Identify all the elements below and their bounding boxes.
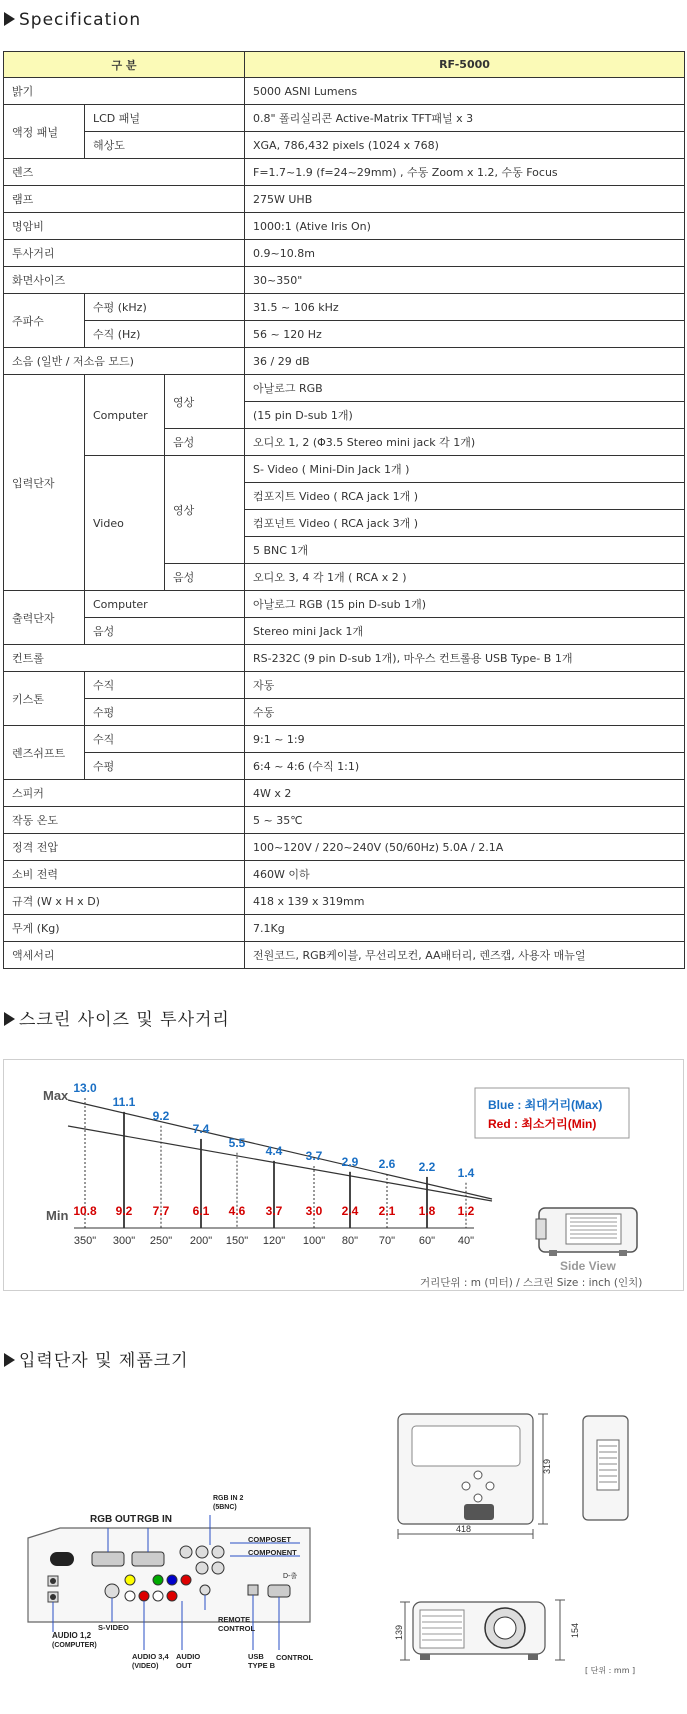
usb2-label: TYPE B: [248, 1661, 276, 1670]
table-row: [4, 888, 685, 915]
row-value: 오디오 3, 4 각 1개 ( RCA x 2 ): [245, 564, 685, 591]
header-model: RF-5000: [245, 52, 685, 78]
min-distance-label: 1.2: [457, 1204, 475, 1218]
row-value: 7.1Kg: [245, 915, 685, 942]
audio12-sub-label: (COMPUTER): [52, 1642, 97, 1649]
row-value: 36 / 29 dB: [245, 348, 685, 375]
unit-note: 거리단위 : m (미터) / 스크린 Size : inch (인치): [420, 1277, 643, 1289]
io-title-text: 입력단자 및 제품크기: [19, 1351, 189, 1371]
spec-table: [3, 51, 685, 969]
row-sublabel: 영상: [165, 456, 245, 564]
io-and-dimensions: [0, 1400, 687, 1700]
table-row: [4, 375, 685, 402]
screen-size-tick-label: 80": [341, 1235, 359, 1247]
rgb-in-label: RGB IN: [137, 1514, 172, 1525]
row-value: 275W UHB: [245, 186, 685, 213]
row-value: 수동: [245, 699, 685, 726]
max-distance-label: 3.7: [305, 1148, 323, 1163]
row-label: 입력단자: [4, 375, 85, 591]
row-value: (15 pin D-sub 1개): [245, 402, 685, 429]
max-distance-label: 1.4: [457, 1165, 475, 1180]
row-sublabel: 음성: [165, 429, 245, 456]
projector-front-view-icon: [413, 1602, 545, 1660]
row-value: 100~120V / 220~240V (50/60Hz) 5.0A / 2.1A: [245, 834, 685, 861]
row-value: 아날로그 RGB: [245, 375, 685, 402]
row-label: 액정 패널: [4, 105, 85, 159]
io-dimension-svg: [0, 1400, 687, 1700]
max-distance-label: 9.2: [152, 1108, 170, 1123]
row-value: 56 ~ 120 Hz: [245, 321, 685, 348]
row-value: 자동: [245, 672, 685, 699]
min-distance-label: 2.1: [378, 1204, 396, 1218]
row-value: 컴포지트 Video ( RCA jack 1개 ): [245, 483, 685, 510]
table-row: [4, 591, 685, 618]
max-distance-label: 5.5: [228, 1135, 246, 1150]
header-category: 구 분: [4, 52, 245, 78]
screen-size-tick-label: 350": [73, 1235, 97, 1247]
row-value: S- Video ( Mini-Din Jack 1개 ): [245, 456, 685, 483]
row-value: 4W x 2: [245, 780, 685, 807]
spec-section-title: [4, 10, 141, 30]
row-label: 출력단자: [4, 591, 85, 645]
row-label: 컨트롤: [4, 645, 245, 672]
table-row: [4, 132, 685, 159]
row-label: 규격 (W x H x D): [4, 888, 245, 915]
table-row: [4, 159, 685, 186]
min-distance-label: 1.8: [418, 1204, 436, 1218]
row-value: 5000 ASNI Lumens: [245, 78, 685, 105]
row-sublabel: 수평: [85, 699, 245, 726]
triangle-bullet-icon: [4, 1012, 15, 1026]
row-value: RS-232C (9 pin D-sub 1개), 마우스 컨트롤용 USB Type- B 1개: [245, 645, 685, 672]
max-distance-label: 2.9: [341, 1154, 359, 1169]
audio12-label: AUDIO 1,2: [52, 1631, 92, 1640]
screen-section-title: [4, 1005, 230, 1030]
screen-title-text: 스크린 사이즈 및 투사거리: [19, 1010, 230, 1030]
row-label: 소비 전력: [4, 861, 245, 888]
row-label: 정격 전압: [4, 834, 245, 861]
max-distance-label: 2.2: [418, 1159, 436, 1174]
screen-size-tick-label: 40": [457, 1235, 475, 1247]
table-row: [4, 834, 685, 861]
table-row: [4, 267, 685, 294]
row-label: 키스톤: [4, 672, 85, 726]
height-dimension: 139: [394, 1624, 404, 1640]
rgb-in2-sub-label: (5BNC): [213, 1504, 237, 1511]
component-label: COMPONENT: [248, 1548, 297, 1557]
usb-label: USB: [248, 1652, 264, 1661]
row-sublabel: 음성: [165, 564, 245, 591]
throw-distance-chart: [3, 1059, 684, 1291]
row-sublabel: 영상: [165, 375, 245, 429]
row-value: 31.5 ~ 106 kHz: [245, 294, 685, 321]
max-axis-label: Max: [43, 1088, 69, 1103]
table-row: [4, 726, 685, 753]
rgb-out-label: RGB OUT: [90, 1514, 137, 1525]
row-label: 주파수: [4, 294, 85, 348]
table-row: [4, 753, 685, 780]
row-sublabel: Computer: [85, 591, 245, 618]
row-label: 작동 온도: [4, 807, 245, 834]
row-value: XGA, 786,432 pixels (1024 x 768): [245, 132, 685, 159]
row-sublabel: 수직: [85, 672, 245, 699]
table-row: [4, 861, 685, 888]
min-distance-label: 9.2: [115, 1204, 133, 1218]
max-distance-label: 13.0: [73, 1081, 97, 1095]
row-value: 전원코드, RGB케이블, 무선리모컨, AA배터리, 렌즈캡, 사용자 매뉴얼: [245, 942, 685, 969]
row-label: 화면사이즈: [4, 267, 245, 294]
table-row: [4, 915, 685, 942]
svideo-label: S-VIDEO: [98, 1623, 129, 1632]
row-value: 0.9~10.8m: [245, 240, 685, 267]
audio-out2-label: OUT: [176, 1661, 192, 1670]
row-value: 5 ~ 35℃: [245, 807, 685, 834]
min-distance-label: 3.7: [265, 1204, 283, 1218]
min-distance-label: 3.0: [305, 1204, 323, 1218]
min-distance-label: 10.8: [73, 1204, 97, 1218]
table-row: [4, 213, 685, 240]
legend-blue: Blue : 최대거리(Max): [488, 1098, 603, 1112]
screen-size-tick-label: 200": [189, 1235, 213, 1247]
row-value: 오디오 1, 2 (Φ3.5 Stereo mini jack 각 1개): [245, 429, 685, 456]
triangle-bullet-icon: [4, 1353, 15, 1367]
row-value: F=1.7~1.9 (f=24~29mm) , 수동 Zoom x 1.2, 수동 Focus: [245, 159, 685, 186]
table-row: [4, 186, 685, 213]
row-value: 아날로그 RGB (15 pin D-sub 1개): [245, 591, 685, 618]
spec-title-text: Specification: [19, 10, 142, 30]
row-label: 렌즈쉬프트: [4, 726, 85, 780]
composet-label: COMPOSET: [248, 1535, 291, 1544]
remote2-label: CONTROL: [218, 1624, 256, 1633]
table-row: [4, 294, 685, 321]
table-row: [4, 240, 685, 267]
remote-label: REMOTE: [218, 1615, 251, 1624]
row-sublabel: 해상도: [85, 132, 245, 159]
screen-size-tick-label: 250": [149, 1235, 173, 1247]
table-row: [4, 321, 685, 348]
row-label: 무게 (Kg): [4, 915, 245, 942]
min-distance-label: 4.6: [228, 1204, 246, 1218]
depth-dimension: 319: [542, 1458, 552, 1474]
max-distance-label: 4.4: [265, 1143, 283, 1158]
projector-top-view-icon: [398, 1414, 533, 1524]
min-distance-label: 7.7: [152, 1204, 170, 1218]
min-distance-label: 6.1: [192, 1204, 210, 1218]
table-row: [4, 618, 685, 645]
table-row: [4, 348, 685, 375]
table-row: [4, 105, 685, 132]
table-row: [4, 456, 685, 483]
triangle-bullet-icon: [4, 12, 15, 26]
height2-dimension: 154: [570, 1622, 580, 1638]
screen-size-tick-label: 70": [378, 1235, 396, 1247]
screen-size-tick-label: 60": [418, 1235, 436, 1247]
row-label: 렌즈: [4, 159, 245, 186]
table-row: [4, 807, 685, 834]
screen-size-tick-label: 300": [112, 1235, 136, 1247]
table-row: [4, 645, 685, 672]
projector-side-view-icon: [536, 1208, 637, 1256]
row-value: 418 x 139 x 319mm: [245, 888, 685, 915]
control-label: CONTROL: [276, 1653, 314, 1662]
projector-side-profile-icon: [583, 1416, 628, 1520]
legend-red: Red : 최소거리(Min): [488, 1117, 597, 1131]
row-sublabel: LCD 패널: [85, 105, 245, 132]
rgb-in2-label: RGB IN 2: [213, 1495, 244, 1502]
row-sublabel: Computer: [85, 375, 165, 456]
row-value: 30~350": [245, 267, 685, 294]
max-distance-label: 7.4: [192, 1121, 210, 1136]
throw-distance-svg: [4, 1060, 683, 1290]
row-sublabel: Video: [85, 456, 165, 591]
max-distance-label: 2.6: [378, 1157, 396, 1171]
side-view-label: Side View: [560, 1259, 616, 1273]
row-label: 투사거리: [4, 240, 245, 267]
row-value: 컴포넌트 Video ( RCA jack 3개 ): [245, 510, 685, 537]
row-label: 스피커: [4, 780, 245, 807]
row-sublabel: 수직 (Hz): [85, 321, 245, 348]
row-value: 6:4 ~ 4:6 (수직 1:1): [245, 753, 685, 780]
row-value: 5 BNC 1개: [245, 537, 685, 564]
row-value: 9:1 ~ 1:9: [245, 726, 685, 753]
audio34-sub-label: (VIDEO): [132, 1663, 159, 1670]
row-value: 460W 이하: [245, 861, 685, 888]
row-label: 명암비: [4, 213, 245, 240]
audio34-label: AUDIO 3,4: [132, 1652, 169, 1661]
min-distance-label: 2.4: [341, 1204, 359, 1218]
spec-header-row: [4, 52, 685, 78]
screen-size-tick-label: 100": [302, 1235, 326, 1247]
row-value: Stereo mini Jack 1개: [245, 618, 685, 645]
io-section-title: [4, 1346, 189, 1371]
port-mark-label: D-출: [283, 1573, 298, 1580]
screen-size-tick-label: 150": [225, 1235, 249, 1247]
table-row: [4, 942, 685, 969]
row-sublabel: 수평 (kHz): [85, 294, 245, 321]
row-sublabel: 수평: [85, 753, 245, 780]
row-label: 소음 (일반 / 저소음 모드): [4, 348, 245, 375]
max-distance-label: 11.1: [112, 1094, 136, 1109]
row-sublabel: 수직: [85, 726, 245, 753]
table-row: [4, 672, 685, 699]
table-row: [4, 780, 685, 807]
row-value: 0.8" 폴리실리콘 Active-Matrix TFT패널 x 3: [245, 105, 685, 132]
min-axis-label: Min: [46, 1208, 69, 1223]
dimension-unit: [ 단위 : mm ]: [585, 1666, 636, 1675]
row-label: 밝기: [4, 78, 245, 105]
table-row: [4, 78, 685, 105]
row-label: 액세서리: [4, 942, 245, 969]
row-value: 1000:1 (Ative Iris On): [245, 213, 685, 240]
audio-out-label: AUDIO: [176, 1652, 201, 1661]
table-row: [4, 699, 685, 726]
row-label: 램프: [4, 186, 245, 213]
row-sublabel: 음성: [85, 618, 245, 645]
screen-size-tick-label: 120": [262, 1235, 286, 1247]
width-dimension: 418: [456, 1524, 472, 1534]
